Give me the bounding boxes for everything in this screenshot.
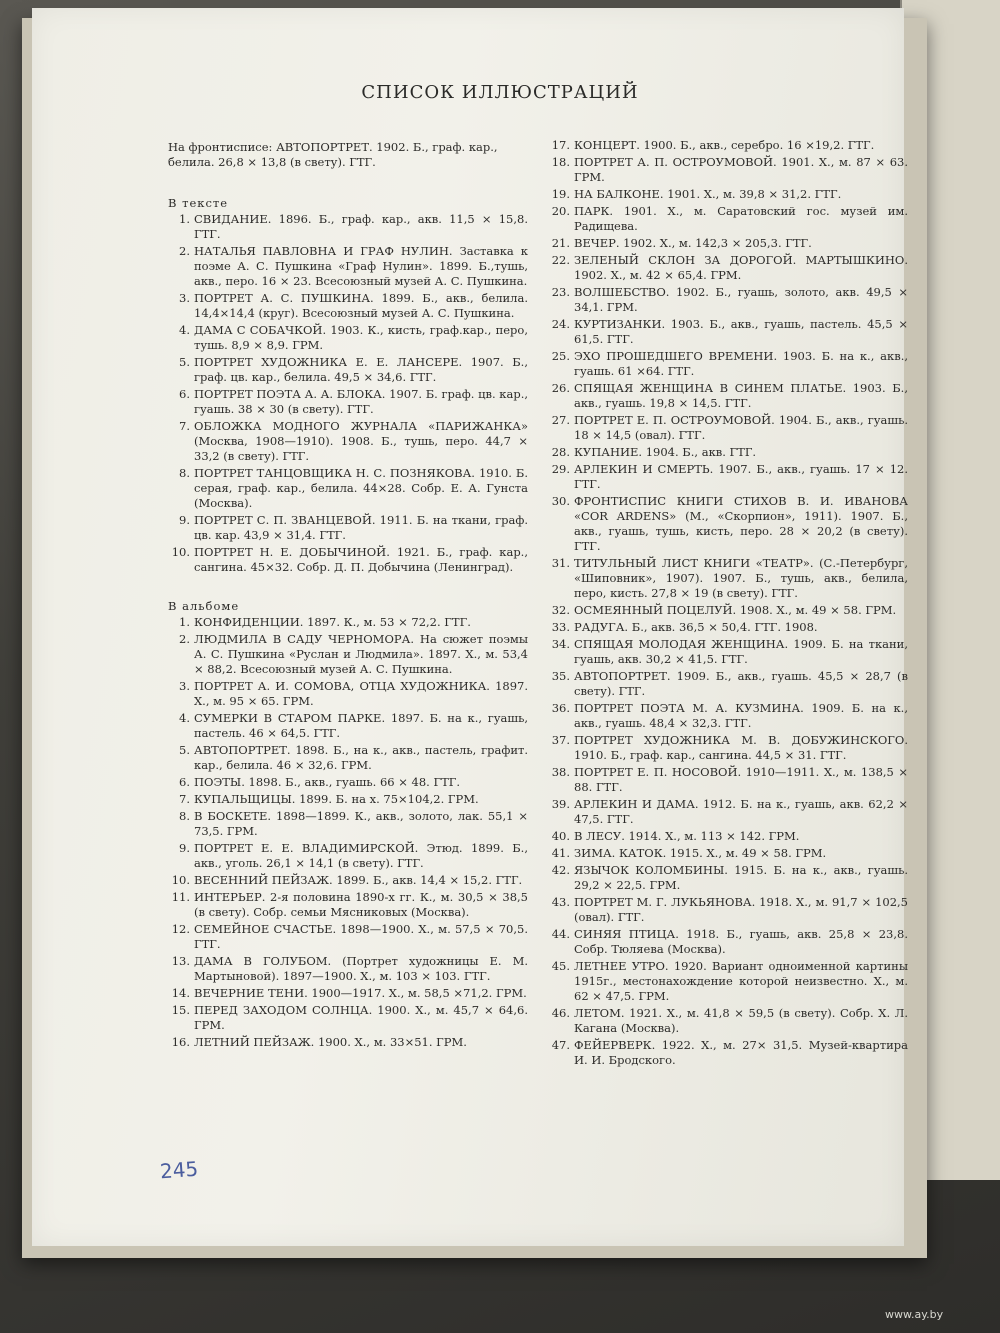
- list-item: [168, 922, 528, 952]
- list-item: [168, 513, 528, 543]
- item-text: ВЕСЕННИЙ ПЕЙЗАЖ. 1899. Б., акв. 14,4 × 15,2. ГТГ.: [194, 873, 523, 887]
- list-item: [548, 381, 908, 411]
- album-list-right: [548, 138, 908, 1068]
- item-number: 7.: [179, 792, 190, 806]
- list-item: [168, 679, 528, 709]
- item-text: ЗЕЛЕНЫЙ СКЛОН ЗА ДОРОГОЙ. МАРТЫШКИНО. 1902. Х., м. 42 × 65,4. ГРМ.: [574, 253, 908, 282]
- item-text: ВЕЧЕР. 1902. Х., м. 142,3 × 205,3. ГТГ.: [574, 236, 812, 250]
- item-text: В ЛЕСУ. 1914. Х., м. 113 × 142. ГРМ.: [574, 829, 800, 843]
- item-text: ЭХО ПРОШЕДШЕГО ВРЕМЕНИ. 1903. Б. на к., акв., гуашь. 61 ×64. ГТГ.: [574, 349, 908, 378]
- item-number: 6.: [179, 775, 190, 789]
- item-number: 5.: [179, 355, 190, 369]
- item-number: 8.: [179, 809, 190, 823]
- item-number: 46.: [551, 1006, 570, 1020]
- item-text: ИНТЕРЬЕР. 2-я половина 1890-х гг. К., м. 30,5 × 38,5 (в свету). Собр. семьи Мясниковых (Москва).: [194, 890, 528, 919]
- item-number: 16.: [171, 1035, 190, 1049]
- list-item: [548, 863, 908, 893]
- item-number: 10.: [171, 545, 190, 559]
- list-item: [168, 466, 528, 511]
- item-number: 25.: [551, 349, 570, 363]
- list-item: [168, 890, 528, 920]
- item-text: ПЕРЕД ЗАХОДОМ СОЛНЦА. 1900. Х., м. 45,7 × 64,6. ГРМ.: [194, 1003, 528, 1032]
- item-number: 9.: [179, 513, 190, 527]
- list-item: [548, 895, 908, 925]
- item-number: 28.: [551, 445, 570, 459]
- item-number: 21.: [551, 236, 570, 250]
- item-text: СУМЕРКИ В СТАРОМ ПАРКЕ. 1897. Б. на к., гуашь, пастель. 46 × 64,5. ГТГ.: [194, 711, 528, 740]
- item-number: 11.: [171, 890, 190, 904]
- list-item: [548, 317, 908, 347]
- list-item: [168, 1035, 528, 1050]
- item-number: 17.: [551, 138, 570, 152]
- list-item: [168, 615, 528, 630]
- item-text: ПОРТРЕТ ХУДОЖНИКА Е. Е. ЛАНСЕРЕ. 1907. Б., граф. цв. кар., белила. 49,5 × 34,6. ГТГ.: [194, 355, 528, 384]
- item-number: 14.: [171, 986, 190, 1000]
- item-number: 3.: [179, 679, 190, 693]
- album-list-left: [168, 615, 528, 1050]
- item-text: ЛЕТОМ. 1921. Х., м. 41,8 × 59,5 (в свету). Собр. Х. Л. Кагана (Москва).: [574, 1006, 908, 1035]
- item-number: 2.: [179, 632, 190, 646]
- list-item: [168, 711, 528, 741]
- list-item: [548, 1038, 908, 1068]
- item-text: ДАМА В ГОЛУБОМ. (Портрет художницы Е. М. Мартыновой). 1897—1900. Х., м. 103 × 103. ГТГ.: [194, 954, 528, 983]
- item-text: СПЯЩАЯ МОЛОДАЯ ЖЕНЩИНА. 1909. Б. на ткани, гуашь, акв. 30,2 × 41,5. ГТГ.: [574, 637, 908, 666]
- list-item: [548, 413, 908, 443]
- list-item: [548, 765, 908, 795]
- list-item: [548, 1006, 908, 1036]
- item-number: 33.: [551, 620, 570, 634]
- item-number: 4.: [179, 323, 190, 337]
- item-number: 9.: [179, 841, 190, 855]
- item-text: КОНФИДЕНЦИИ. 1897. К., м. 53 × 72,2. ГТГ.: [194, 615, 471, 629]
- item-number: 37.: [551, 733, 570, 747]
- item-text: ПОРТРЕТ Н. Е. ДОБЫЧИНОЙ. 1921. Б., граф. кар., сангина. 45×32. Собр. Д. П. Добычина (Ленинград).: [194, 545, 528, 574]
- list-item: [548, 253, 908, 283]
- list-item: [168, 841, 528, 871]
- item-number: 44.: [551, 927, 570, 941]
- item-number: 19.: [551, 187, 570, 201]
- item-text: ВОЛШЕБСТВО. 1902. Б., гуашь, золото, акв. 49,5 × 34,1. ГРМ.: [574, 285, 908, 314]
- list-item: [168, 792, 528, 807]
- section-spacer: [168, 577, 528, 599]
- item-number: 27.: [551, 413, 570, 427]
- item-text: ЯЗЫЧОК КОЛОМБИНЫ. 1915. Б. на к., акв., гуашь. 29,2 × 22,5. ГРМ.: [574, 863, 908, 892]
- list-item: [548, 155, 908, 185]
- item-text: РАДУГА. Б., акв. 36,5 × 50,4. ГТГ. 1908.: [574, 620, 818, 634]
- item-number: 13.: [171, 954, 190, 968]
- item-number: 38.: [551, 765, 570, 779]
- item-text: ОБЛОЖКА МОДНОГО ЖУРНАЛА «ПАРИЖАНКА» (Москва, 1908—1910). 1908. Б., тушь, перо. 44,7 × 33,2 (в свету). ГТГ.: [194, 419, 528, 463]
- list-item: [168, 387, 528, 417]
- handwritten-page-number: 245: [159, 1156, 199, 1184]
- item-text: ФРОНТИСПИС КНИГИ СТИХОВ В. И. ИВАНОВА «COR ARDENS» (М., «Скорпион», 1911). 1907. Б., акв., гуашь, тушь, кисть, перо. 28 × 20,2 (в свету). ГТГ.: [574, 494, 908, 553]
- list-item: [548, 959, 908, 1004]
- list-item: [548, 285, 908, 315]
- item-text: НАТАЛЬЯ ПАВЛОВНА И ГРАФ НУЛИН. Заставка к поэме А. С. Пушкина «Граф Нулин». 1899. Б.,тушь, акв., перо. 16 × 23. Всесоюзный музей А. С. Пушкина.: [194, 244, 528, 288]
- list-item: [168, 743, 528, 773]
- item-text: ПОРТРЕТ А. П. ОСТРОУМОВОЙ. 1901. Х., м. 87 × 63. ГРМ.: [574, 155, 908, 184]
- list-item: [548, 637, 908, 667]
- item-text: ПОРТРЕТ ПОЭТА А. А. БЛОКА. 1907. Б. граф. цв. кар., гуашь. 38 × 30 (в свету). ГТГ.: [194, 387, 528, 416]
- item-number: 12.: [171, 922, 190, 936]
- section-heading-in-text: В тексте: [168, 196, 229, 210]
- list-item: [548, 797, 908, 827]
- list-item: [168, 809, 528, 839]
- item-text: ПОРТРЕТ А. С. ПУШКИНА. 1899. Б., акв., белила. 14,4×14,4 (круг). Всесоюзный музей А. С. Пушкина.: [194, 291, 528, 320]
- item-number: 42.: [551, 863, 570, 877]
- list-item: [168, 291, 528, 321]
- frontispiece-note: На фронтисписе: АВТОПОРТРЕТ. 1902. Б., граф. кар., белила. 26,8 × 13,8 (в свету). ГТГ.: [168, 140, 498, 169]
- item-number: 23.: [551, 285, 570, 299]
- list-item: [168, 954, 528, 984]
- item-text: ЛЕТНЕЕ УТРО. 1920. Вариант одноименной картины 1915г., местонахождение которой неизвестно. Х., м. 62 × 47,5. ГРМ.: [574, 959, 908, 1003]
- item-number: 29.: [551, 462, 570, 476]
- item-number: 15.: [171, 1003, 190, 1017]
- list-item: [548, 556, 908, 601]
- list-item: [168, 244, 528, 289]
- item-text: ЛЕТНИЙ ПЕЙЗАЖ. 1900. Х., м. 33×51. ГРМ.: [194, 1035, 467, 1049]
- item-text: АРЛЕКИН И ДАМА. 1912. Б. на к., гуашь, акв. 62,2 × 47,5. ГТГ.: [574, 797, 908, 826]
- list-item: [168, 873, 528, 888]
- item-number: 35.: [551, 669, 570, 683]
- left-column: [168, 140, 528, 1052]
- item-text: В БОСКЕТЕ. 1898—1899. К., акв., золото, лак. 55,1 × 73,5. ГРМ.: [194, 809, 528, 838]
- list-item: [548, 462, 908, 492]
- item-text: ПОРТРЕТ ТАНЦОВЩИКА Н. С. ПОЗНЯКОВА. 1910. Б. серая, граф. кар., белила. 44×28. Собр. Е. А. Гунста (Москва).: [194, 466, 528, 510]
- list-item: [168, 323, 528, 353]
- item-number: 47.: [551, 1038, 570, 1052]
- list-item: [548, 236, 908, 251]
- list-item: [548, 349, 908, 379]
- item-number: 45.: [551, 959, 570, 973]
- item-text: ПОРТРЕТ ХУДОЖНИКА М. В. ДОБУЖИНСКОГО. 1910. Б., граф. кар., сангина. 44,5 × 31. ГТГ.: [574, 733, 908, 762]
- right-column: [548, 138, 908, 1070]
- item-number: 41.: [551, 846, 570, 860]
- item-text: ЛЮДМИЛА В САДУ ЧЕРНОМОРА. На сюжет поэмы А. С. Пушкина «Руслан и Людмила». 1897. Х., м. 53,4 × 88,2. Всесоюзный музей А. С. Пушкина.: [194, 632, 528, 676]
- item-text: СЕМЕЙНОЕ СЧАСТЬЕ. 1898—1900. Х., м. 57,5 × 70,5. ГТГ.: [194, 922, 528, 951]
- item-number: 6.: [179, 387, 190, 401]
- watermark: www.ay.by: [885, 1308, 944, 1321]
- item-text: ПАРК. 1901. Х., м. Саратовский гос. музей им. Радищева.: [574, 204, 908, 233]
- item-number: 34.: [551, 637, 570, 651]
- item-number: 1.: [179, 615, 190, 629]
- item-number: 26.: [551, 381, 570, 395]
- item-number: 7.: [179, 419, 190, 433]
- list-item: [548, 620, 908, 635]
- item-text: ОСМЕЯННЫЙ ПОЦЕЛУЙ. 1908. Х., м. 49 × 58. ГРМ.: [574, 603, 897, 617]
- item-number: 4.: [179, 711, 190, 725]
- item-text: СИНЯЯ ПТИЦА. 1918. Б., гуашь, акв. 25,8 × 23,8. Собр. Тюляева (Москва).: [574, 927, 908, 956]
- list-item: [548, 494, 908, 554]
- list-item: [548, 733, 908, 763]
- item-number: 3.: [179, 291, 190, 305]
- item-text: КОНЦЕРТ. 1900. Б., акв., серебро. 16 ×19,2. ГТГ.: [574, 138, 875, 152]
- list-item: [548, 846, 908, 861]
- item-text: ДАМА С СОБАЧКОЙ. 1903. К., кисть, граф.кар., перо, тушь. 8,9 × 8,9. ГРМ.: [194, 323, 528, 352]
- item-number: 24.: [551, 317, 570, 331]
- item-number: 20.: [551, 204, 570, 218]
- item-number: 18.: [551, 155, 570, 169]
- item-text: ТИТУЛЬНЫЙ ЛИСТ КНИГИ «ТЕАТР». (С.-Петербург, «Шиповник», 1907). 1907. Б., тушь, акв., белила, перо, кисть. 27,8 × 19 (в свету). ГТГ.: [574, 556, 908, 600]
- list-item: [548, 603, 908, 618]
- item-number: 40.: [551, 829, 570, 843]
- item-text: НА БАЛКОНЕ. 1901. Х., м. 39,8 × 31,2. ГТГ.: [574, 187, 842, 201]
- item-text: АВТОПОРТРЕТ. 1909. Б., акв., гуашь. 45,5 × 28,7 (в свету). ГТГ.: [574, 669, 908, 698]
- list-item: [548, 669, 908, 699]
- item-number: 36.: [551, 701, 570, 715]
- item-number: 30.: [551, 494, 570, 508]
- item-text: КУПАНИЕ. 1904. Б., акв. ГТГ.: [574, 445, 757, 459]
- item-number: 10.: [171, 873, 190, 887]
- item-text: ПОЭТЫ. 1898. Б., акв., гуашь. 66 × 48. ГТГ.: [194, 775, 461, 789]
- item-text: ПОРТРЕТ Е. П. ОСТРОУМОВОЙ. 1904. Б., акв., гуашь. 18 × 14,5 (овал). ГТГ.: [574, 413, 908, 442]
- item-text: КУРТИЗАНКИ. 1903. Б., акв., гуашь, пастель. 45,5 × 61,5. ГТГ.: [574, 317, 908, 346]
- item-text: ПОРТРЕТ С. П. ЗВАНЦЕВОЙ. 1911. Б. на ткани, граф. цв. кар. 43,9 × 31,4. ГТГ.: [194, 513, 528, 542]
- list-item: [548, 927, 908, 957]
- item-number: 32.: [551, 603, 570, 617]
- item-text: ПОРТРЕТ Е. П. НОСОВОЙ. 1910—1911. Х., м. 138,5 × 88. ГТГ.: [574, 765, 908, 794]
- item-text: СВИДАНИЕ. 1896. Б., граф. кар., акв. 11,5 × 15,8. ГТГ.: [194, 212, 528, 241]
- page-title: СПИСОК ИЛЛЮСТРАЦИЙ: [361, 82, 639, 103]
- list-item: [168, 212, 528, 242]
- list-item: [168, 632, 528, 677]
- item-text: ЗИМА. КАТОК. 1915. Х., м. 49 × 58. ГРМ.: [574, 846, 827, 860]
- list-item: [548, 204, 908, 234]
- item-text: ПОРТРЕТ А. И. СОМОВА, ОТЦА ХУДОЖНИКА. 1897. Х., м. 95 × 65. ГРМ.: [194, 679, 528, 708]
- list-item: [168, 545, 528, 575]
- list-item: [548, 445, 908, 460]
- item-text: ФЕЙЕРВЕРК. 1922. Х., м. 27× 31,5. Музей-квартира И. И. Бродского.: [574, 1038, 908, 1067]
- list-item: [548, 701, 908, 731]
- list-item: [168, 986, 528, 1001]
- list-item: [548, 138, 908, 153]
- list-item: [168, 775, 528, 790]
- item-text: ПОРТРЕТ Е. Е. ВЛАДИМИРСКОЙ. Этюд. 1899. Б., акв., уголь. 26,1 × 14,1 (в свету). ГТГ.: [194, 841, 528, 870]
- item-text: ПОРТРЕТ М. Г. ЛУКЬЯНОВА. 1918. Х., м. 91,7 × 102,5 (овал). ГТГ.: [574, 895, 908, 924]
- in-text-list: [168, 212, 528, 575]
- item-text: АВТОПОРТРЕТ. 1898. Б., на к., акв., пастель, графит. кар., белила. 46 × 32,6. ГРМ.: [194, 743, 528, 772]
- item-number: 31.: [551, 556, 570, 570]
- list-item: [548, 187, 908, 202]
- list-item: [548, 829, 908, 844]
- item-number: 5.: [179, 743, 190, 757]
- item-number: 8.: [179, 466, 190, 480]
- item-text: ВЕЧЕРНИЕ ТЕНИ. 1900—1917. Х., м. 58,5 ×71,2. ГРМ.: [194, 986, 527, 1000]
- item-number: 1.: [179, 212, 190, 226]
- item-text: СПЯЩАЯ ЖЕНЩИНА В СИНЕМ ПЛАТЬЕ. 1903. Б., акв., гуашь. 19,8 × 14,5. ГТГ.: [574, 381, 908, 410]
- item-number: 2.: [179, 244, 190, 258]
- list-item: [168, 419, 528, 464]
- list-item: [168, 1003, 528, 1033]
- item-text: КУПАЛЬЩИЦЫ. 1899. Б. на х. 75×104,2. ГРМ.: [194, 792, 479, 806]
- item-number: 22.: [551, 253, 570, 267]
- item-number: 39.: [551, 797, 570, 811]
- item-number: 43.: [551, 895, 570, 909]
- list-item: [168, 355, 528, 385]
- item-text: ПОРТРЕТ ПОЭТА М. А. КУЗМИНА. 1909. Б. на к., акв., гуашь. 48,4 × 32,3. ГТГ.: [574, 701, 908, 730]
- item-text: АРЛЕКИН И СМЕРТЬ. 1907. Б., акв., гуашь. 17 × 12. ГТГ.: [574, 462, 908, 491]
- section-heading-album: В альбоме: [168, 599, 240, 613]
